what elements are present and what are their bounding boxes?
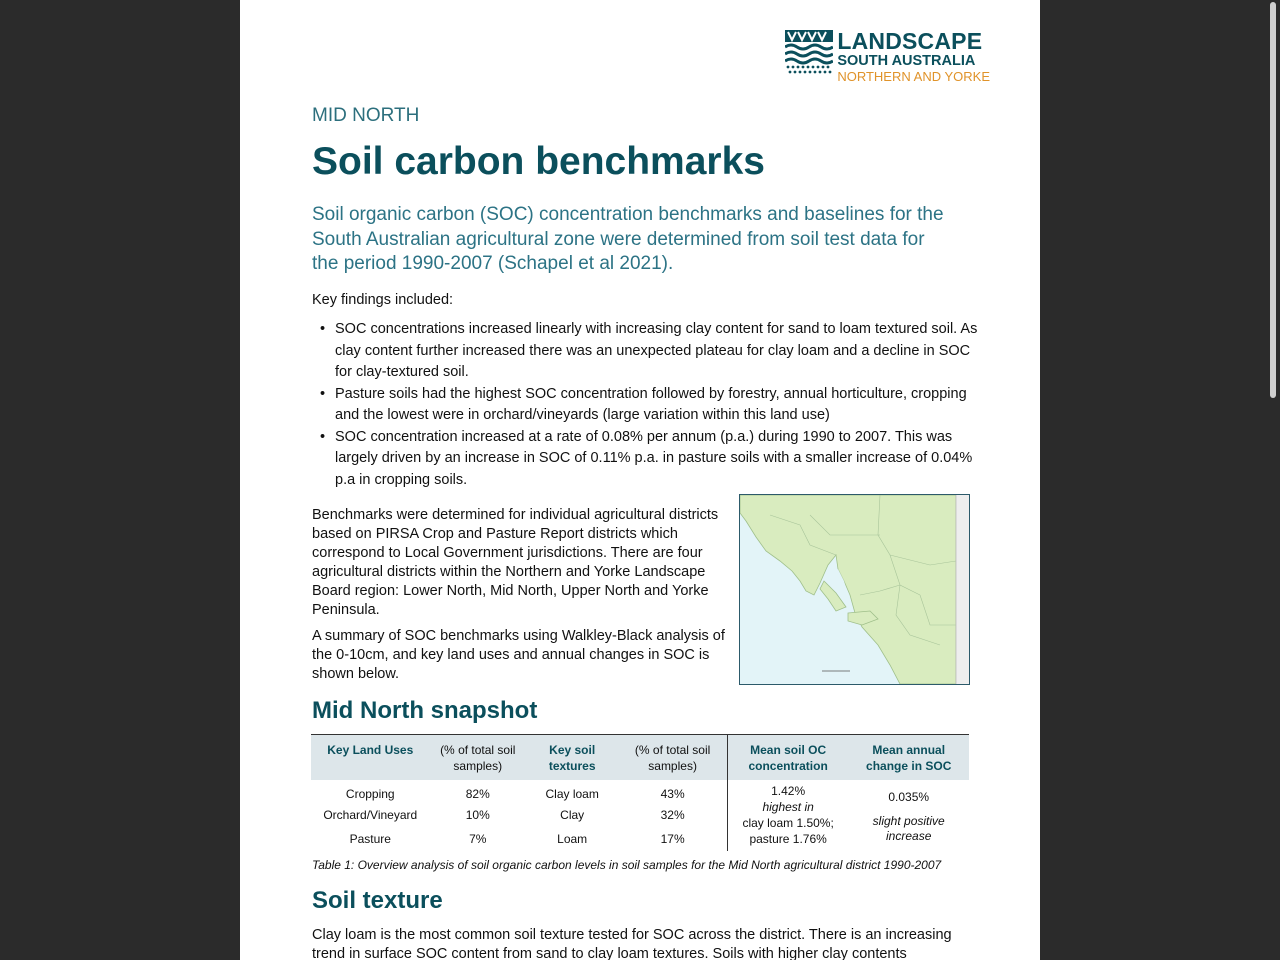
landscape-sa-logo — [785, 30, 990, 83]
intro-paragraph: Soil organic carbon (SOC) concentration benchmarks and baselines for the South Australian agricultural zone were determined from soil test data for the period 1990-2007 (Schapel et al 2021). — [312, 204, 944, 274]
cell-texture: Loam — [557, 831, 588, 846]
cell-land-pct: 82% — [465, 787, 490, 802]
mean-change-value: 0.035% — [888, 790, 930, 804]
summary-paragraph: A summary of SOC benchmarks using Walkley-Black analysis of the 0-10cm, and key land uses and annual changes in SOC is shown below. — [312, 628, 725, 682]
cell-texture: Clay loam — [545, 787, 599, 802]
soil-texture-paragraph: Clay loam is the most common soil texture tested for SOC across the district. There is an increasing trend in surface SOC content from sand to clay loam textures. Soils with higher clay contents — [312, 927, 952, 960]
bullet-text: Pasture soils had the highest SOC concentration followed by forestry, annual horticulture, cropping and the lowest were in orchard/vineyards (large variation within this land use) — [335, 385, 967, 423]
cell-texture-pct: 43% — [660, 787, 685, 802]
header-land-uses: Key Land Uses — [311, 735, 430, 781]
document-page — [240, 0, 1040, 960]
header-pct-samples-2: (% of total soil samples) — [618, 735, 727, 781]
bullet-icon: • — [320, 385, 326, 402]
snapshot-heading: Mid North snapshot — [312, 697, 538, 724]
logo-line-1: LANDSCAPE — [837, 28, 983, 54]
header-pct-samples-1: (% of total soil samples) — [430, 735, 526, 781]
table-row — [311, 780, 969, 804]
cell-land-use: Cropping — [345, 787, 395, 802]
snapshot-table — [311, 734, 969, 851]
mean-oc-value: 1.42% — [771, 784, 806, 798]
districts-map-image — [739, 494, 970, 685]
vertical-scrollbar[interactable] — [1270, 2, 1276, 398]
list-item — [320, 319, 980, 384]
logo-mark-icon — [785, 30, 833, 76]
bullet-icon: • — [320, 428, 326, 445]
cell-mean-change — [848, 780, 969, 851]
header-soil-textures: Key soil textures — [526, 735, 618, 781]
header-mean-oc: Mean soil OC concentration — [727, 735, 848, 781]
mean-oc-detail-2: pasture 1.76% — [749, 832, 827, 846]
page-title: Soil carbon benchmarks — [312, 140, 765, 183]
bullet-text: SOC concentration increased at a rate of 0.08% per annum (p.a.) during 1990 to 2007. This was largely driven by an increase in SOC of 0.11% p.a. in pasture soils with a smaller increase of 0.04% p.a in cropping soils. — [335, 428, 973, 488]
cell-land-use: Orchard/Vineyard — [323, 808, 418, 823]
cell-texture-pct: 32% — [660, 808, 685, 823]
logo-line-2: SOUTH AUSTRALIA — [837, 53, 976, 69]
header-mean-change: Mean annual change in SOC — [848, 735, 969, 781]
key-findings-list — [320, 319, 980, 491]
region-label: MID NORTH — [312, 105, 420, 126]
mean-oc-note: highest in — [762, 800, 814, 814]
logo-line-3: NORTHERN AND YORKE — [837, 68, 990, 84]
mean-oc-detail-1: clay loam 1.50%; — [742, 816, 834, 830]
key-findings-label: Key findings included: — [312, 292, 454, 308]
list-item — [320, 427, 980, 492]
soil-texture-heading: Soil texture — [312, 887, 443, 914]
south-australia-map-icon — [740, 495, 969, 684]
table-caption: Table 1: Overview analysis of soil organic carbon levels in soil samples for the Mid North agricultural district 1990-2007 — [312, 858, 942, 872]
benchmarks-paragraph: Benchmarks were determined for individual agricultural districts based on PIRSA Crop and Pasture Report districts which correspond to Local Government jurisdictions. There are four agricultural districts within the Northern and Yorke Landscape Board region: Lower North, Mid North, Upper North and Yorke Peninsula. — [312, 507, 719, 618]
cell-land-pct: 7% — [469, 831, 487, 846]
cell-texture-pct: 17% — [660, 831, 685, 846]
list-item — [320, 384, 980, 427]
cell-mean-oc — [727, 780, 848, 851]
cell-land-pct: 10% — [465, 808, 490, 823]
cell-texture: Clay — [560, 808, 585, 823]
table-header-row — [311, 735, 969, 781]
bullet-icon: • — [320, 321, 326, 337]
bullet-text: SOC concentrations increased linearly with increasing clay content for sand to loam textured soil. As clay content further increased there was an unexpected plateau for clay loam and a decline in SOC for clay-textured soil. — [335, 321, 978, 380]
cell-land-use: Pasture — [349, 831, 391, 846]
mean-change-note: slight positive increase — [872, 814, 945, 843]
